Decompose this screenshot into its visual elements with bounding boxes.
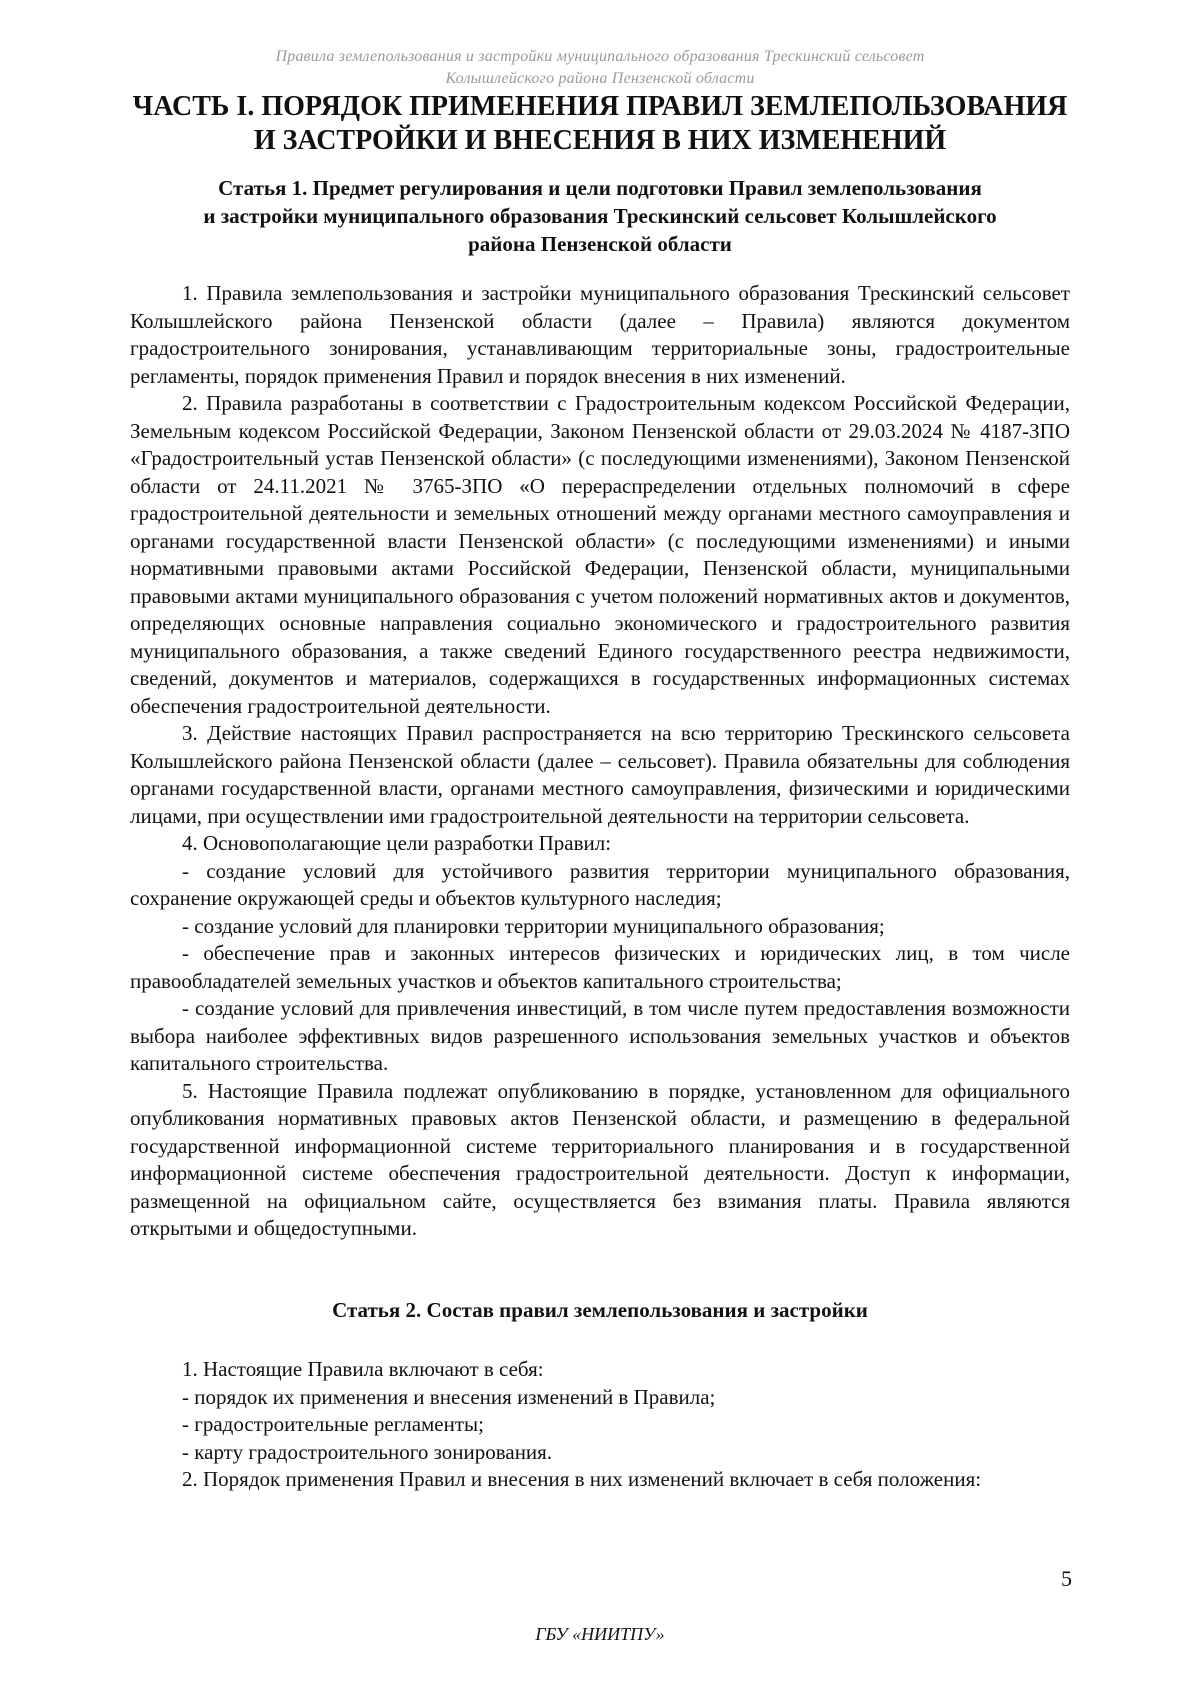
article-2-body: [130, 1356, 1070, 1494]
article-2-title: [160, 1296, 1040, 1324]
running-header: [130, 46, 1070, 90]
part-title: [120, 90, 1080, 158]
article-2-list-item: - карту градостроительного зонирования.: [182, 1439, 553, 1464]
article-2-paragraph: 1. Настоящие Правила включают в себя:: [182, 1357, 544, 1381]
article-1-body: [130, 280, 1070, 1243]
running-header-line-2: Колышлейского района Пензенской области: [445, 70, 755, 87]
article-1-paragraph: 5. Настоящие Правила подлежат опубликованию в порядке, установленном для официального опубликования нормативных правовых актов Пензенской области, и размещению в федеральной государственной информационной системе территориального планирования и в государственной информационной системе обеспечения градостроительной деятельности. Доступ к информации, размещенной на официальном сайте, осуществляется без взимания платы. Правила являются открытыми и общедоступными.: [130, 1078, 1070, 1240]
part-title-line-1: ЧАСТЬ I. ПОРЯДОК ПРИМЕНЕНИЯ ПРАВИЛ ЗЕМЛЕПОЛЬЗОВАНИЯ: [132, 91, 1068, 122]
running-header-line-1: Правила землепользования и застройки муниципального образования Трескинский сельсовет: [275, 48, 925, 65]
article-1-title-line-2: и застройки муниципального образования Трескинский сельсовет Колышлейского: [203, 204, 997, 228]
article-2-list-item: - градостроительные регламенты;: [182, 1412, 484, 1436]
page-number: 5: [1061, 1566, 1072, 1591]
article-2-title-text: Статья 2. Состав правил землепользования и застройки: [332, 1298, 868, 1322]
article-1-paragraph: 3. Действие настоящих Правил распространяется на всю территорию Трескинского сельсовета Колышлейского района Пензенской области (далее – сельсовет). Правила обязательны для соблюдения органами государственной власти, органами местного самоуправления, физическими и юридическими лицами, при осуществлении ими градостроительной деятельности на территории сельсовета.: [130, 721, 1070, 828]
article-1-title-line-3: района Пензенской области: [468, 232, 732, 256]
article-1-list-item: - создание условий для привлечения инвестиций, в том числе путем предоставления возможности выбора наиболее эффективных видов разрешенного использования земельных участков и объектов капитального строительства.: [130, 996, 1070, 1075]
article-1-paragraph: 1. Правила землепользования и застройки муниципального образования Трескинский сельсовет Колышлейского района Пензенской области (далее – Правила) являются документом градостроительного зонирования, устанавливающим территориальные зоны, градостроительные регламенты, порядок применения Правил и порядок внесения в них изменений.: [130, 281, 1070, 388]
article-2-list-item: - порядок их применения и внесения изменений в Правила;: [182, 1384, 716, 1409]
part-title-line-2: И ЗАСТРОЙКИ И ВНЕСЕНИЯ В НИХ ИЗМЕНЕНИЙ: [253, 125, 947, 156]
article-2-paragraph: 2. Порядок применения Правил и внесения в них изменений включает в себя положения:: [182, 1467, 982, 1491]
article-1-list-item: - создание условий для устойчивого развития территории муниципального образования, сохранение окружающей среды и объектов культурного наследия;: [130, 858, 1070, 910]
article-1-title-line-1: Статья 1. Предмет регулирования и цели подготовки Правил землепользования: [218, 176, 982, 200]
footer-organization: ГБУ «НИИТПУ»: [535, 1624, 665, 1644]
article-1-list-item: - обеспечение прав и законных интересов физических и юридических лиц, в том числе правообладателей земельных участков и объектов капитального строительства;: [130, 941, 1070, 993]
article-1-paragraph: 2. Правила разработаны в соответствии с Градостроительным кодексом Российской Федерации, Земельным кодексом Российской Федерации, Законом Пензенской области от 29.03.2024 № 4187-ЗПО «Градостроительный устав Пензенской области» (с последующими изменениями), Законом Пензенской области от 24.11.2021 № 3765-ЗПО «О перераспределении отдельных полномочий в сфере градостроительной деятельности и земельных отношений между органами местного самоуправления и органами государственной власти Пензенской области» (с последующими изменениями) и иными нормативными правовыми актами Российской Федерации, Пензенской области, муниципальными правовыми актами муниципального образования с учетом положений нормативных актов и документов, определяющих основные направления социально экономического и градостроительного развития муниципального образования, а также сведений Единого государственного реестра недвижимости, сведений, документов и материалов, содержащихся в государственных информационных системах обеспечения градостроительной деятельности.: [130, 391, 1070, 718]
article-1-paragraph: 4. Основополагающие цели разработки Правил:: [182, 831, 612, 855]
article-1-title: [160, 174, 1040, 258]
article-1-list-item: - создание условий для планировки территории муниципального образования;: [182, 913, 885, 938]
